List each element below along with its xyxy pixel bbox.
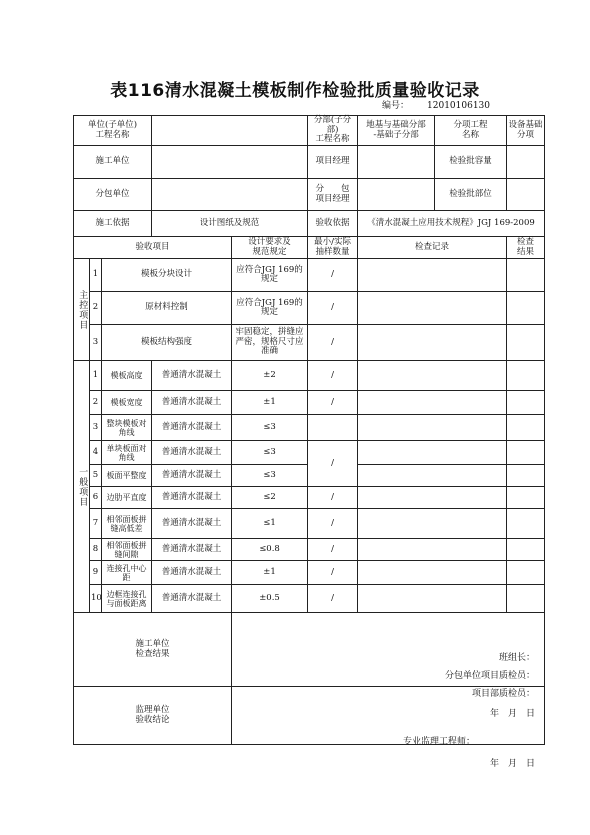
table-row bbox=[74, 487, 545, 509]
item-sample: / bbox=[308, 561, 358, 585]
item-requirement: ±1 bbox=[232, 561, 308, 585]
item-record bbox=[358, 415, 507, 441]
table-row bbox=[74, 292, 545, 325]
item-name: 整块模板对 角线 bbox=[102, 415, 152, 441]
table-row bbox=[74, 179, 545, 211]
item-sample: / bbox=[308, 325, 358, 361]
code-label: 编号： bbox=[382, 101, 410, 111]
inspection-table bbox=[73, 115, 545, 769]
item-requirement: ±0.5 bbox=[232, 585, 308, 613]
item-name: 单块板面对 角线 bbox=[102, 441, 152, 465]
engineer-label: 专业监理工程师： bbox=[403, 736, 476, 747]
item-result bbox=[507, 292, 545, 325]
item-sample: / bbox=[308, 361, 358, 391]
item-number: 3 bbox=[90, 325, 102, 361]
item-result bbox=[507, 415, 545, 441]
table-row bbox=[74, 613, 545, 687]
col-header-sample: 最小/实际 抽样数量 bbox=[308, 237, 358, 259]
item-sample: / bbox=[308, 259, 358, 292]
item-record bbox=[358, 259, 507, 292]
table-row bbox=[74, 391, 545, 415]
item-number: 2 bbox=[90, 292, 102, 325]
item-name: 模板宽度 bbox=[102, 391, 152, 415]
item-result bbox=[507, 561, 545, 585]
item-sample: / bbox=[308, 391, 358, 415]
item-name: 模板高度 bbox=[102, 361, 152, 391]
date-label: 年 月 日 bbox=[490, 708, 536, 719]
table-row bbox=[74, 585, 545, 613]
supervision-result-label: 监理单位 验收结论 bbox=[74, 687, 232, 745]
code-value: 12010106130 bbox=[427, 101, 491, 111]
table-row bbox=[74, 259, 545, 292]
item-record bbox=[358, 509, 507, 539]
item-requirement: 应符合JGJ 169的 规定 bbox=[232, 292, 308, 325]
item-number: 3 bbox=[90, 415, 102, 441]
item-number: 10 bbox=[90, 585, 102, 613]
item-record bbox=[358, 487, 507, 509]
item-result bbox=[507, 585, 545, 613]
team-leader-label: 班组长： bbox=[499, 652, 536, 663]
item-record bbox=[358, 561, 507, 585]
item-name: 边肋平直度 bbox=[102, 487, 152, 509]
item-concrete-type: 普通清水混凝土 bbox=[152, 391, 232, 415]
col-header-result: 检查 结果 bbox=[507, 237, 545, 259]
item-requirement: ±1 bbox=[232, 391, 308, 415]
table-row bbox=[74, 116, 545, 146]
item-record bbox=[358, 325, 507, 361]
item-sample: / bbox=[308, 292, 358, 325]
item-name: 原材料控制 bbox=[102, 292, 232, 325]
item-name: 模板分块设计 bbox=[102, 259, 232, 292]
col-header-record: 检查记录 bbox=[358, 237, 507, 259]
construction-unit-value bbox=[152, 146, 308, 179]
item-concrete-type: 普通清水混凝土 bbox=[152, 539, 232, 561]
item-record bbox=[358, 391, 507, 415]
item-name-label: 分项工程 名称 bbox=[435, 116, 507, 146]
construction-result-signatures bbox=[232, 613, 545, 719]
subdivision-label: 分部(子分部) 工程名称 bbox=[308, 116, 358, 146]
item-name: 相邻面板拼 缝高低差 bbox=[102, 509, 152, 539]
item-sample bbox=[308, 415, 358, 441]
item-number: 6 bbox=[90, 487, 102, 509]
item-number: 1 bbox=[90, 259, 102, 292]
item-result bbox=[507, 391, 545, 415]
item-requirement: ≤3 bbox=[232, 441, 308, 465]
item-record bbox=[358, 441, 507, 465]
item-result bbox=[507, 361, 545, 391]
item-requirement: ≤1 bbox=[232, 509, 308, 539]
subcontract-unit-label: 分包单位 bbox=[74, 179, 152, 211]
construction-result-label: 施工单位 检查结果 bbox=[74, 613, 232, 687]
construction-basis-label: 施工依据 bbox=[74, 211, 152, 237]
item-sample: / bbox=[308, 487, 358, 509]
item-concrete-type: 普通清水混凝土 bbox=[152, 561, 232, 585]
table-row bbox=[74, 361, 545, 391]
batch-location-label: 检验批部位 bbox=[435, 179, 507, 211]
sub-project-manager-label: 分 包 项目经理 bbox=[308, 179, 358, 211]
table-row bbox=[74, 211, 545, 237]
item-result bbox=[507, 441, 545, 465]
table-row bbox=[74, 415, 545, 441]
item-requirement: ≤0.8 bbox=[232, 539, 308, 561]
unit-name-label: 单位(子单位) 工程名称 bbox=[74, 116, 152, 146]
item-number: 4 bbox=[90, 441, 102, 465]
batch-capacity-value bbox=[507, 146, 545, 179]
project-manager-value bbox=[358, 146, 435, 179]
item-number: 2 bbox=[90, 391, 102, 415]
table-row bbox=[74, 146, 545, 179]
item-number: 7 bbox=[90, 509, 102, 539]
item-result bbox=[507, 487, 545, 509]
sub-inspector-label: 分包单位项目质检员： bbox=[445, 670, 536, 681]
item-record bbox=[358, 292, 507, 325]
construction-basis-value: 设计图纸及规范 bbox=[152, 211, 308, 237]
item-number: 9 bbox=[90, 561, 102, 585]
project-manager-label: 项目经理 bbox=[308, 146, 358, 179]
item-requirement: ≤2 bbox=[232, 487, 308, 509]
subdivision-value: 地基与基础分部 -基础子分部 bbox=[358, 116, 435, 146]
subcontract-unit-value bbox=[152, 179, 308, 211]
item-name: 板面平整度 bbox=[102, 465, 152, 487]
table-row bbox=[74, 325, 545, 361]
item-result bbox=[507, 465, 545, 487]
document-title: 表116清水混凝土模板制作检验批质量验收记录 bbox=[110, 81, 480, 101]
unit-name-value bbox=[152, 116, 308, 146]
item-result bbox=[507, 259, 545, 292]
item-number: 1 bbox=[90, 361, 102, 391]
item-sample: / bbox=[308, 539, 358, 561]
table-row bbox=[74, 561, 545, 585]
item-name: 相邻面板拼 缝间隙 bbox=[102, 539, 152, 561]
item-record bbox=[358, 539, 507, 561]
item-record bbox=[358, 465, 507, 487]
item-name: 模板结构强度 bbox=[102, 325, 232, 361]
batch-location-value bbox=[507, 179, 545, 211]
item-sample: / bbox=[308, 441, 358, 487]
item-name-value: 设备基础分项 bbox=[507, 116, 545, 146]
acceptance-basis-label: 验收依据 bbox=[308, 211, 358, 237]
item-sample: / bbox=[308, 585, 358, 613]
col-header-design: 设计要求及 规范规定 bbox=[232, 237, 308, 259]
item-concrete-type: 普通清水混凝土 bbox=[152, 361, 232, 391]
table-row bbox=[74, 237, 545, 259]
batch-capacity-label: 检验批容量 bbox=[435, 146, 507, 179]
item-record bbox=[358, 585, 507, 613]
project-inspector-label: 项目部质检员： bbox=[472, 688, 536, 699]
item-number: 8 bbox=[90, 539, 102, 561]
date-label: 年 月 日 bbox=[490, 758, 536, 769]
item-result bbox=[507, 325, 545, 361]
item-requirement: 牢固稳定，拼缝应 严密，规格尺寸应 准确 bbox=[232, 325, 308, 361]
item-concrete-type: 普通清水混凝土 bbox=[152, 465, 232, 487]
acceptance-basis-value: 《清水混凝土应用技术规程》JGJ 169-2009 bbox=[358, 211, 545, 237]
item-requirement: 应符合JGJ 169的 规定 bbox=[232, 259, 308, 292]
item-concrete-type: 普通清水混凝土 bbox=[152, 415, 232, 441]
item-result bbox=[507, 539, 545, 561]
sub-project-manager-value bbox=[358, 179, 435, 211]
construction-unit-label: 施工单位 bbox=[74, 146, 152, 179]
item-name: 连接孔中心 距 bbox=[102, 561, 152, 585]
col-header-item: 验收项目 bbox=[74, 237, 232, 259]
document-code bbox=[382, 98, 490, 111]
item-concrete-type: 普通清水混凝土 bbox=[152, 487, 232, 509]
general-items-group-label: 一般项目 bbox=[74, 361, 90, 613]
item-concrete-type: 普通清水混凝土 bbox=[152, 509, 232, 539]
main-items-group-label: 主控项目 bbox=[74, 259, 90, 361]
item-number: 5 bbox=[90, 465, 102, 487]
item-requirement: ≤3 bbox=[232, 465, 308, 487]
table-row bbox=[74, 539, 545, 561]
item-requirement: ≤3 bbox=[232, 415, 308, 441]
item-sample: / bbox=[308, 509, 358, 539]
table-row bbox=[74, 509, 545, 539]
item-record bbox=[358, 361, 507, 391]
table-row bbox=[74, 441, 545, 465]
item-name: 边框连接孔 与面板距离 bbox=[102, 585, 152, 613]
item-result bbox=[507, 509, 545, 539]
item-concrete-type: 普通清水混凝土 bbox=[152, 585, 232, 613]
item-requirement: ±2 bbox=[232, 361, 308, 391]
item-concrete-type: 普通清水混凝土 bbox=[152, 441, 232, 465]
